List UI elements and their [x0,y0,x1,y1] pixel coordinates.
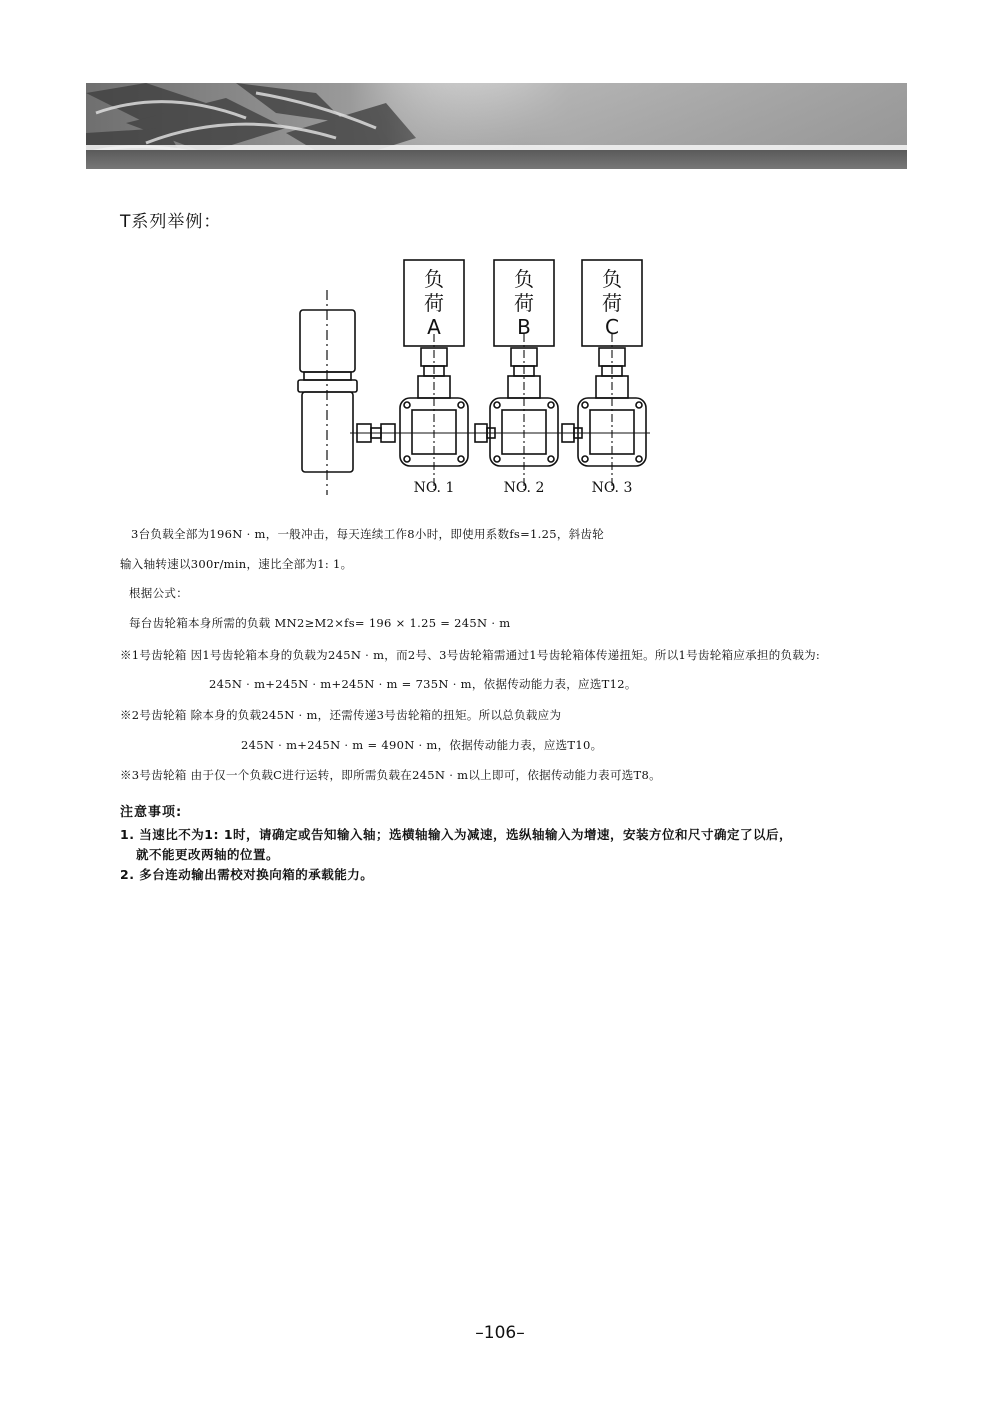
load-c-line3: C [605,315,619,339]
gearbox-2-label: NO. 2 [503,480,545,496]
body-paragraph-1: 3台负载全部为196N · m，一般冲击，每天连续工作8小时，即使用系数fs=1.25，斜齿轮 [131,527,605,541]
item-2-calculation: 245N · m+245N · m = 490N · m，依据传动能力表，应选T10。 [241,738,603,752]
load-c-line1: 负 [602,267,622,291]
load-b-line1: 负 [514,267,534,291]
load-b-line2: 荷 [514,291,534,315]
notes-title: 注意事项: [120,805,183,820]
formula-line: 每台齿轮箱本身所需的负载 MN2≥M2×fs= 196 × 1.25 = 245N · m [129,616,511,630]
load-c-line2: 荷 [602,291,622,315]
load-a-line2: 荷 [424,291,444,315]
note-1-line-2: 就不能更改两轴的位置。 [136,847,280,862]
body-paragraph-3: 根据公式： [129,586,188,600]
item-1-heading: ※1号齿轮箱 因1号齿轮箱本身的负载为245N · m，而2号、3号齿轮箱需通过1号齿轮箱体传递扭矩。所以1号齿轮箱应承担的负载为: [120,648,821,662]
section-title: T系列举例： [120,212,222,232]
load-a-line3: A [427,315,441,339]
body-paragraph-2: 输入轴转速以300r/min，速比全部为1: 1。 [120,557,353,571]
item-2-heading: ※2号齿轮箱 除本身的负载245N · m，还需传递3号齿轮箱的扭矩。所以总负载应为 [120,708,562,722]
load-a-line1: 负 [424,267,444,291]
gearbox-1-label: NO. 1 [413,480,455,496]
motor-icon [298,290,357,495]
item-3-text: ※3号齿轮箱 由于仅一个负载C进行运转，即所需负载在245N · m以上即可，依据传动能力表可选T8。 [120,768,661,782]
note-2: 2. 多台连动输出需校对换向箱的承载能力。 [120,867,374,882]
note-1-line-1: 1. 当速比不为1: 1时，请确定或告知输入轴；选横轴输入为减速，选纵轴输入为增速，安装方位和尺寸确定了以后， [120,827,793,842]
gearbox-layout-diagram [290,250,670,500]
item-1-calculation: 245N · m+245N · m+245N · m = 735N · m，依据传动能力表，应选T12。 [209,677,637,691]
load-b-line3: B [517,315,531,339]
page-number: –106– [475,1323,525,1343]
banner-bottom-band [86,150,907,169]
header-banner [86,83,907,169]
gearbox-3-label: NO. 3 [591,480,633,496]
